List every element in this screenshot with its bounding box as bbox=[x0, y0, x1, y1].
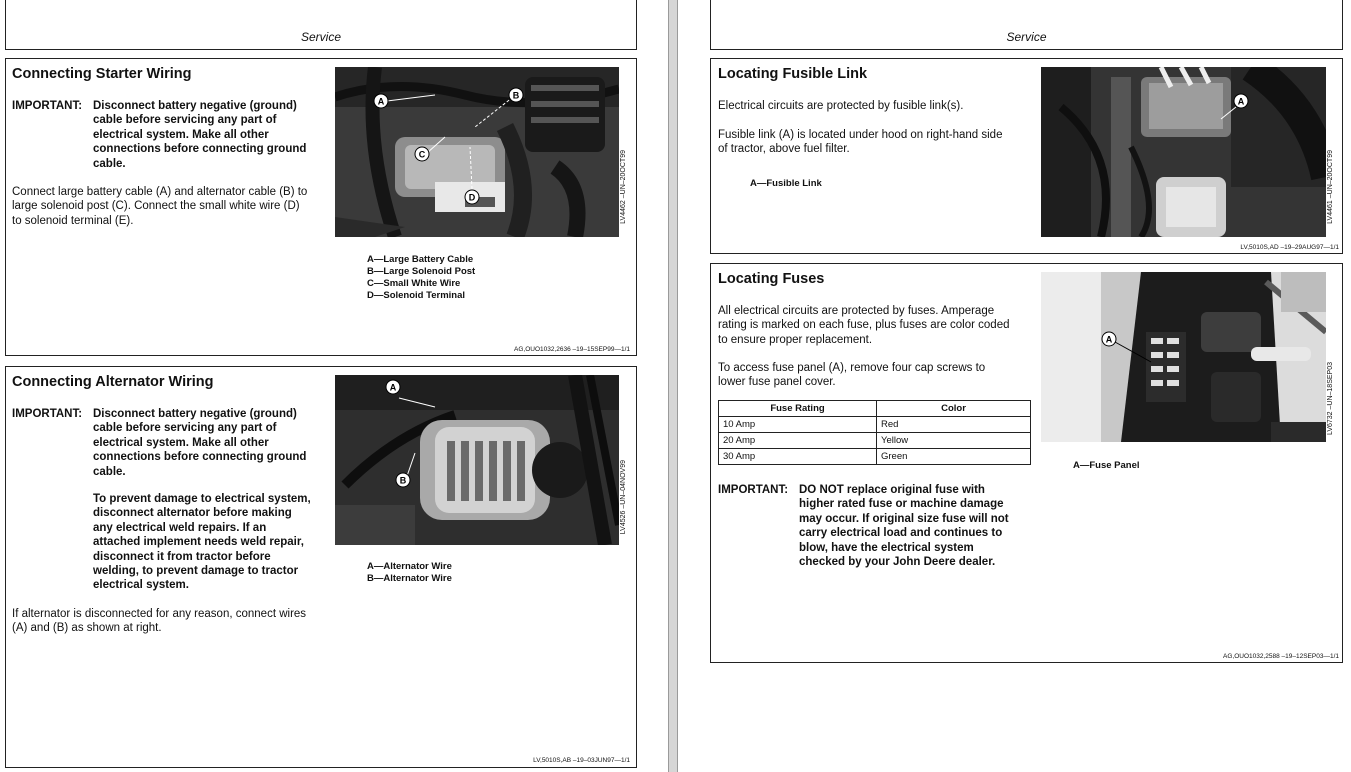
callout-c: C bbox=[418, 149, 426, 160]
fuses-photo-code: LV6732 –UN–18SEP03 bbox=[1327, 362, 1334, 436]
table-row: 10 Amp Red bbox=[719, 417, 1031, 433]
fuses-footer: AG,OUO1032,2588 –19–12SEP03—1/1 bbox=[1223, 653, 1339, 660]
fuses-title: Locating Fuses bbox=[718, 271, 825, 287]
fusible-body-2: Fusible link (A) is located under hood on right-hand side of tractor, above fuel filter. bbox=[718, 129, 1003, 156]
fusible-legend: A—Fusible Link bbox=[750, 178, 822, 189]
fusible-photo bbox=[1041, 67, 1326, 237]
callout-a: A bbox=[377, 96, 385, 107]
important-line: cable before servicing any part of bbox=[93, 114, 277, 127]
alternator-footer: LV,5010S,AB –19–03JUN97—1/1 bbox=[533, 757, 630, 764]
important-label: IMPORTANT: bbox=[718, 484, 789, 496]
callout-b: B bbox=[512, 90, 520, 101]
important-label: IMPORTANT: bbox=[12, 100, 83, 112]
starter-photo bbox=[335, 67, 619, 237]
fuses-body-1: All electrical circuits are protected by fuses. Amperage rating is marked on each fuse, plus fuses are color coded to ensure proper replacement. bbox=[718, 305, 1010, 346]
fusible-footer: LV,5010S,AD –19–29AUG97—1/1 bbox=[1240, 244, 1339, 251]
column-header: Color bbox=[877, 401, 1031, 417]
fuse-rating-table bbox=[718, 400, 1031, 465]
callout-a: A bbox=[389, 382, 397, 393]
alternator-title: Connecting Alternator Wiring bbox=[12, 374, 214, 390]
starter-photo-code: LV4462 –UN–20OCT99 bbox=[620, 150, 627, 224]
alternator-important: IMPORTANT: Disconnect battery negative (ground) cable before servicing any part of electrical system. Make all other connections before connecting ground cable. To prevent damage to electrical system, disconnect alternator before making any electrical weld repairs. If an attached implement needs weld repair, disconnect it from tractor before welding, to prevent damage to tractor electrical system. bbox=[12, 408, 311, 592]
alternator-photo bbox=[335, 375, 619, 545]
page-header: Service bbox=[300, 30, 341, 44]
callout-a: A bbox=[1237, 96, 1245, 107]
right-page bbox=[678, 0, 1351, 772]
starter-important bbox=[12, 99, 332, 173]
alternator-legend: A—Alternator Wire B—Alternator Wire bbox=[367, 561, 452, 584]
starter-legend: A—Large Battery Cable B—Large Solenoid Post C—Small White Wire D—Solenoid Terminal bbox=[367, 254, 476, 301]
important-line: electrical system. Make all other bbox=[93, 128, 269, 141]
callout-b: B bbox=[399, 475, 407, 486]
page-gutter bbox=[668, 0, 678, 772]
important-label: IMPORTANT: bbox=[12, 408, 83, 420]
starter-body: Connect large battery cable (A) and alternator cable (B) to large solenoid post (C). Connect the small white wire (D) to solenoid terminal (E). bbox=[12, 186, 308, 227]
fusible-photo-code: LV4461 –UN–20OCT99 bbox=[1327, 150, 1334, 224]
important-line: connections before connecting ground bbox=[93, 143, 307, 156]
column-header: Fuse Rating bbox=[719, 401, 877, 417]
page-header: Service bbox=[1006, 30, 1047, 44]
starter-title: Connecting Starter Wiring bbox=[12, 66, 192, 82]
table-header-row bbox=[719, 401, 1031, 417]
fuses-important: IMPORTANT: DO NOT replace original fuse with higher rated fuse or machine damage may occur. If original size fuse will not carry electrical load and continues to blow, have the electrical system checked by your John Deere dealer. bbox=[718, 484, 1009, 569]
left-page bbox=[0, 0, 668, 772]
important-line: cable. bbox=[93, 157, 126, 170]
fusible-body-1: Electrical circuits are protected by fusible link(s). bbox=[718, 100, 964, 112]
starter-footer: AG,OUO1032,2636 –19–15SEP99—1/1 bbox=[514, 346, 630, 353]
important-line: Disconnect battery negative (ground) bbox=[93, 100, 297, 112]
table-row: 20 Amp Yellow bbox=[719, 433, 1031, 449]
callout-d: D bbox=[468, 192, 476, 203]
table-row: 30 Amp Green bbox=[719, 449, 1031, 465]
fuses-photo bbox=[1041, 272, 1326, 442]
fuses-body-2: To access fuse panel (A), remove four cap screws to lower fuse panel cover. bbox=[718, 362, 986, 389]
fusible-title: Locating Fusible Link bbox=[718, 66, 868, 82]
callout-a: A bbox=[1105, 334, 1113, 345]
fuses-legend: A—Fuse Panel bbox=[1073, 460, 1140, 471]
alternator-photo-code: LV4526 –UN–04NOV99 bbox=[620, 460, 627, 535]
alternator-body: If alternator is disconnected for any reason, connect wires (A) and (B) as shown at right. bbox=[12, 608, 307, 635]
